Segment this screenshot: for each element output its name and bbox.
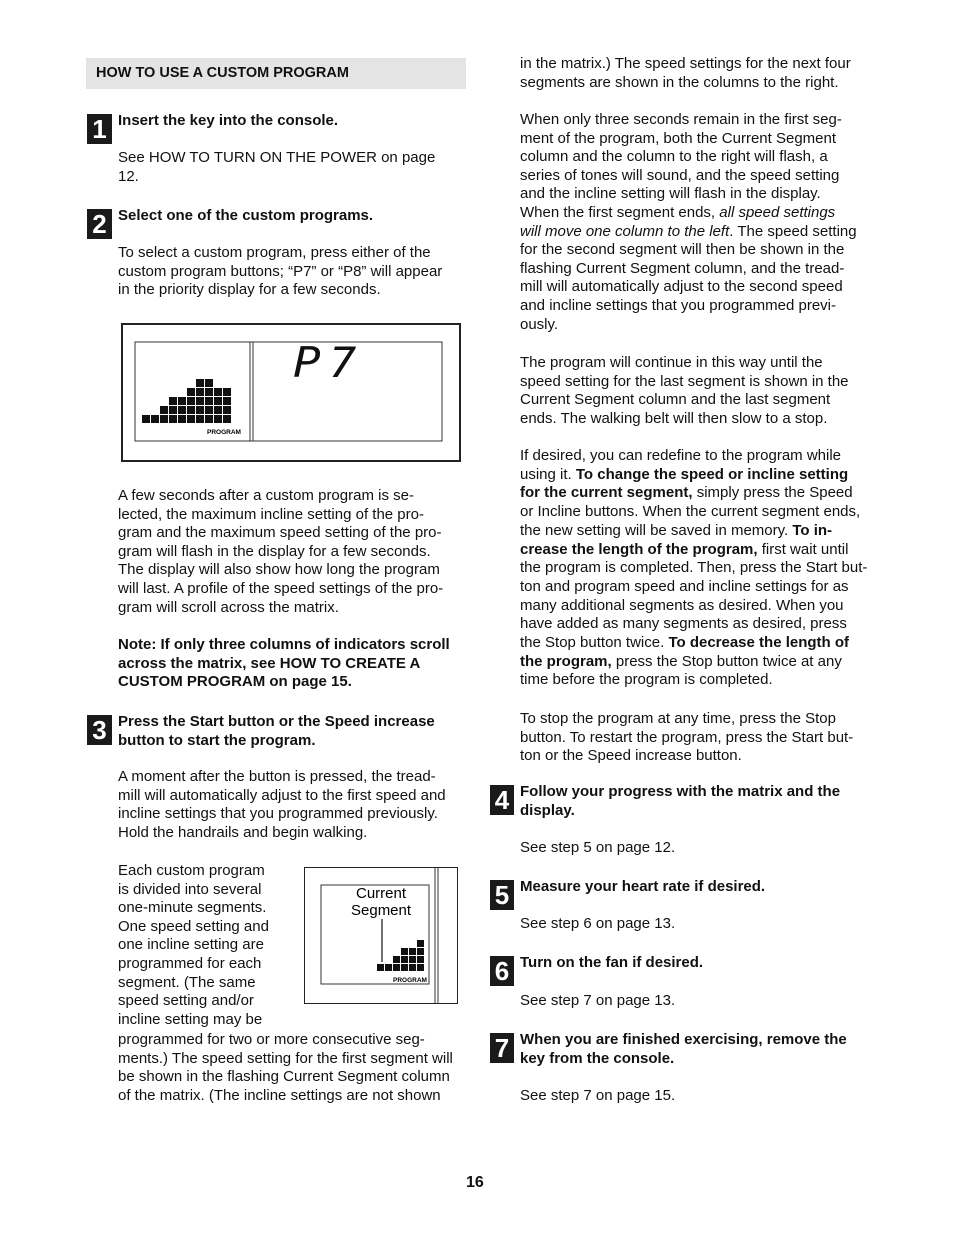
section-heading: HOW TO USE A CUSTOM PROGRAM: [96, 65, 349, 81]
note-paragraph: Note: If only three columns of indicators scroll across the matrix, see HOW TO CREATE A CUSTOM PROGRAM on page 15.: [118, 636, 450, 691]
matrix-led: [223, 388, 231, 396]
matrix-led: [205, 379, 213, 387]
matrix-led: [151, 415, 159, 423]
section-heading-bar: [86, 58, 466, 89]
matrix-led: [196, 415, 204, 423]
matrix-led: [223, 397, 231, 405]
matrix-led: [196, 397, 204, 405]
after-display-paragraph: A few seconds after a custom program is se- lected, the maximum incline setting of the pro- gram and the maximum speed setting of the pro- gram will flash in the display for a few seconds. The display will also show how long the program will last. A profile of the speed settings of the pro- gram will scroll across the matrix.: [118, 487, 444, 616]
matrix-led: [187, 397, 195, 405]
step-7-title: When you are finished exercising, remove the key from the console.: [520, 1031, 847, 1067]
matrix-led: [409, 948, 416, 955]
matrix-led: [385, 964, 392, 971]
segment-label: Segment: [351, 902, 412, 919]
matrix-led: [417, 940, 424, 947]
matrix-led: [160, 406, 168, 414]
current-label: Current: [356, 885, 407, 902]
matrix-led: [401, 948, 408, 955]
speed-profile-matrix: [142, 379, 231, 423]
current-segment-matrix: [377, 940, 424, 971]
matrix-led: [160, 415, 168, 423]
step-2-body: To select a custom program, press either of the custom program buttons; “P7” or “P8” will appear in the priority display for a few seconds.: [118, 244, 443, 299]
matrix-led: [214, 388, 222, 396]
step-5-body: See step 6 on page 13.: [520, 915, 676, 932]
right-paragraph-4: If desired, you can redefine to the program while using it. To change the speed or incline setting for the current segment, simply press the Speed or Incline buttons. When the current segment ends, the new setting will be saved in memory. To in- crease the length of the program, first wait until the program is completed. Then, press the Start but- ton and program speed and incline settings for as many additional segments as desired. When you have added as many segments as desired, press the Stop button twice. To decrease the length of the program, press the Stop button twice at any time before the program is completed.: [520, 447, 868, 689]
step-7-body: See step 7 on page 15.: [520, 1087, 676, 1104]
program-label: PROGRAM: [207, 429, 241, 436]
matrix-led: [417, 964, 424, 971]
step-6-body: See step 7 on page 13.: [520, 992, 676, 1009]
matrix-led: [223, 415, 231, 423]
matrix-led: [196, 388, 204, 396]
page-number: 16: [466, 1174, 484, 1191]
matrix-led: [393, 964, 400, 971]
step-1-body: See HOW TO TURN ON THE POWER on page 12.: [118, 149, 436, 185]
step-number-6: 6: [490, 956, 514, 986]
matrix-led: [417, 956, 424, 963]
matrix-led: [409, 956, 416, 963]
step-3-body: A moment after the button is pressed, the tread- mill will automatically adjust to the first speed and incline settings that you programmed previously. Hold the handrails and begin walking.: [118, 768, 446, 841]
program-label-2: PROGRAM: [393, 977, 427, 984]
matrix-led: [393, 956, 400, 963]
matrix-led: [169, 415, 177, 423]
step-2-title: Select one of the custom programs.: [118, 207, 374, 224]
right-paragraph-3: The program will continue in this way until the speed setting for the last segment is shown in the Current Segment column and the last segment ends. The walking belt will then slow to a stop.: [520, 354, 849, 427]
matrix-led: [178, 406, 186, 414]
matrix-led: [187, 388, 195, 396]
matrix-led: [169, 397, 177, 405]
matrix-led: [169, 406, 177, 414]
matrix-led: [196, 406, 204, 414]
step-1-title: Insert the key into the console.: [118, 112, 339, 129]
matrix-led: [187, 406, 195, 414]
step-6-title: Turn on the fan if desired.: [520, 954, 704, 971]
matrix-led: [187, 415, 195, 423]
segments-paragraph-full: programmed for two or more consecutive seg- ments.) The speed setting for the first segment will be shown in the flashing Current Segment column of the matrix. (The incline settings are not shown: [118, 1031, 453, 1104]
step-number-5: 5: [490, 880, 514, 910]
current-segment-illustration: [304, 867, 458, 1004]
right-paragraph-5: To stop the program at any time, press the Stop button. To restart the program, press the Start but- ton or the Speed increase button.: [520, 710, 854, 765]
priority-display-readout: P7: [293, 339, 365, 388]
matrix-led: [178, 415, 186, 423]
matrix-led: [214, 415, 222, 423]
step-number-1: 1: [87, 114, 112, 144]
step-number-3: 3: [87, 715, 112, 745]
matrix-led: [142, 415, 150, 423]
matrix-led: [205, 406, 213, 414]
step-number-4: 4: [490, 785, 514, 815]
matrix-led: [401, 964, 408, 971]
matrix-led: [214, 406, 222, 414]
step-number-2: 2: [87, 209, 112, 239]
step-5-title: Measure your heart rate if desired.: [520, 878, 766, 895]
right-paragraph-2: When only three seconds remain in the first seg- ment of the program, both the Current Segment column and the column to the right will flash, a series of tones will sound, and the speed setting and the incline setting will flash in the display. When the first segment ends, all speed settings will move one column to the left. The speed setting for the second segment will then be shown in the flashing Current Segment column, and the tread- mill will automatically adjust to the second speed and incline settings that you programmed previ- ously.: [520, 111, 857, 333]
step-4-body: See step 5 on page 12.: [520, 839, 676, 856]
step-3-title: Press the Start button or the Speed increase button to start the program.: [118, 713, 435, 749]
matrix-led: [401, 956, 408, 963]
matrix-led: [178, 397, 186, 405]
matrix-led: [205, 415, 213, 423]
matrix-led: [409, 964, 416, 971]
right-paragraph-1: in the matrix.) The speed settings for the next four segments are shown in the columns to the right.: [520, 55, 851, 91]
matrix-led: [214, 397, 222, 405]
matrix-led: [377, 964, 384, 971]
step-4-title: Follow your progress with the matrix and the display.: [520, 783, 841, 819]
matrix-led: [196, 379, 204, 387]
console-display-illustration: [121, 323, 461, 462]
matrix-led: [223, 406, 231, 414]
matrix-led: [417, 948, 424, 955]
segments-paragraph-wrapped: Each custom program is divided into several one-minute segments. One speed setting and one incline setting are programmed for each segment. (The same speed setting and/or incline setting may be: [118, 862, 269, 1028]
matrix-led: [205, 388, 213, 396]
step-number-7: 7: [490, 1033, 514, 1063]
matrix-led: [205, 397, 213, 405]
